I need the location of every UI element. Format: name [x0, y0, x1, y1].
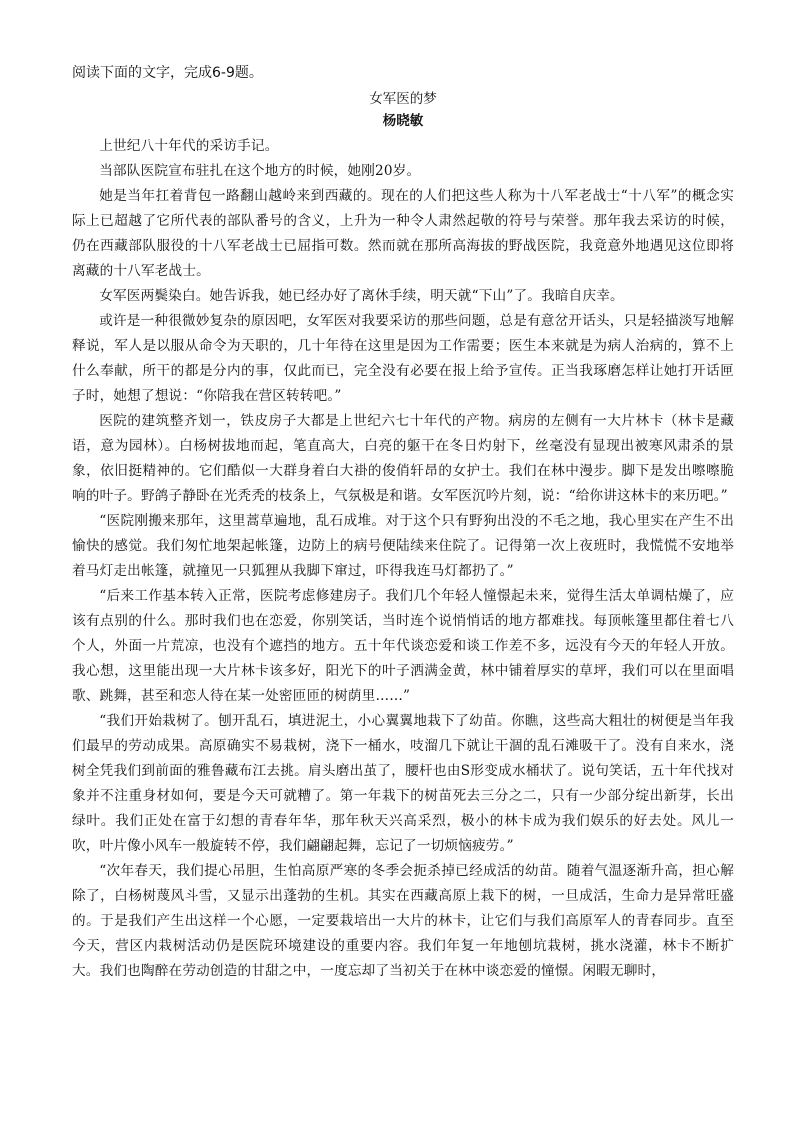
paragraph: 医院的建筑整齐划一，铁皮房子大都是上世纪六七十年代的产物。病房的左侧有一大片林卡（林卡是藏语，意为园林）。白杨树拔地而起，笔直高大，白亮的躯干在冬日灼射下，丝毫没有显现出被寒风肃杀的景象，依旧挺精神的。它们酷似一大群身着白大褂的俊俏轩昂的女护士。我们在林中漫步。脚下是发出嚓嚓脆响的叶子。野鸽子静卧在光秃秃的枝条上，气氛极是和谐。女军医沉吟片刻，说：“给你讲这林卡的来历吧。”: [72, 413, 734, 504]
paragraph: 上世纪八十年代的采访手记。: [99, 138, 279, 154]
paragraph: “我们开始栽树了。刨开乱石，填进泥土，小心翼翼地栽下了幼苗。你瞧，这些高大粗壮的树便是当年我们最早的劳动成果。高原确实不易栽树，浇下一桶水，吱溜几下就让干涸的乱石滩吸干了。没有自来水，浇树全凭我们到前面的雅鲁藏布江去挑。肩头磨出茧了，腰杆也由S形变成水桶状了。说句笑话，五十年代找对象并不注重身材如何，要是今天可就糟了。第一年栽下的树苗死去三分之二，只有一少部分绽出新芽，长出绿叶。我们正处在富于幻想的青春年华，那年秋天兴高采烈，极小的林卡成为我们娱乐的好去处。风儿一吹，叶片像小风车一般旋转不停，我们翩翩起舞，忘记了一切烦恼疲劳。”: [72, 713, 734, 854]
paragraph: 当部队医院宣布驻扎在这个地方的时候，她刚20岁。: [99, 163, 421, 179]
paragraph: “次年春天，我们提心吊胆，生怕高原严寒的冬季会扼杀掉已经成活的幼苗。随着气温逐渐升高，担心解除了，白杨树蔑风斗雪，又显示出蓬勃的生机。其实在西藏高原上栽下的树，一旦成活，生命力是异常旺盛的。于是我们产生出这样一个心愿，一定要栽培出一大片的林卡，让它们与我们高原军人的青春同步。直至今天，营区内栽树活动仍是医院环境建设的重要内容。我们年复一年地刨坑栽树，挑水浇灌，林卡不断扩大。我们也陶醉在劳动创造的甘甜之中，一度忘却了当初关于在林中谈恋爱的憧憬。闲暇无聊时，: [72, 863, 734, 979]
article-author: 杨晓敏: [382, 113, 424, 129]
document-page: [72, 62, 734, 984]
paragraph: 她是当年扛着背包一路翻山越岭来到西藏的。现在的人们把这些人称为十八军老战士“十八军”的概念实际上已超越了它所代表的部队番号的含义，上升为一种令人肃然起敬的符号与荣誉。那年我去采访的时候，仍在西藏部队服役的十八军老战士已屈指可数。然而就在那所高海拔的野战医院，我竟意外地遇见这位即将离藏的十八军老战士。: [72, 188, 734, 279]
paragraph: 或许是一种很微妙复杂的原因吧，女军医对我要采访的那些问题，总是有意岔开话头，只是轻描淡写地解释说，军人是以服从命令为天职的，几十年待在这里是因为工作需要；医生本来就是为病人治病的，算不上什么奉献，所干的都是分内的事，仅此而已，完全没有必要在报上给予宣传。正当我琢磨怎样让她打开话匣子时，她想了想说：“你陪我在营区转转吧。”: [72, 313, 734, 404]
article-title: 女军医的梦: [369, 91, 437, 107]
reading-instruction: 阅读下面的文字，完成6-9题。: [72, 65, 263, 81]
paragraph: “医院刚搬来那年，这里蒿草遍地，乱石成堆。对于这个只有野狗出没的不毛之地，我心里实在产生不出愉快的感觉。我们匆忙地架起帐篷，边防上的病号便陆续来住院了。记得第一次上夜班时，我慌慌不安地举着马灯走出帐篷，就撞见一只狐狸从我脚下窜过，吓得我连马灯都扔了。”: [72, 513, 734, 579]
paragraph: “后来工作基本转入正常，医院考虑修建房子。我们几个年轻人憧憬起未来，觉得生活太单调枯燥了，应该有点别的什么。那时我们也在恋爱，你别笑话，当时连个说悄悄话的地方都难找。每顶帐篷里都住着七八个人，外面一片荒凉，也没有个遮挡的地方。五十年代谈恋爱和谈工作差不多，远没有今天的年轻人开放。我心想，这里能出现一大片林卡该多好，阳光下的叶子洒满金黄，林中铺着厚实的草坪，我们可以在里面唱歌、跳舞，甚至和恋人待在某一处密匝匝的树荫里……”: [72, 588, 734, 704]
paragraph: 女军医两鬓染白。她告诉我，她已经办好了离休手续，明天就“下山”了。我暗自庆幸。: [99, 288, 624, 304]
